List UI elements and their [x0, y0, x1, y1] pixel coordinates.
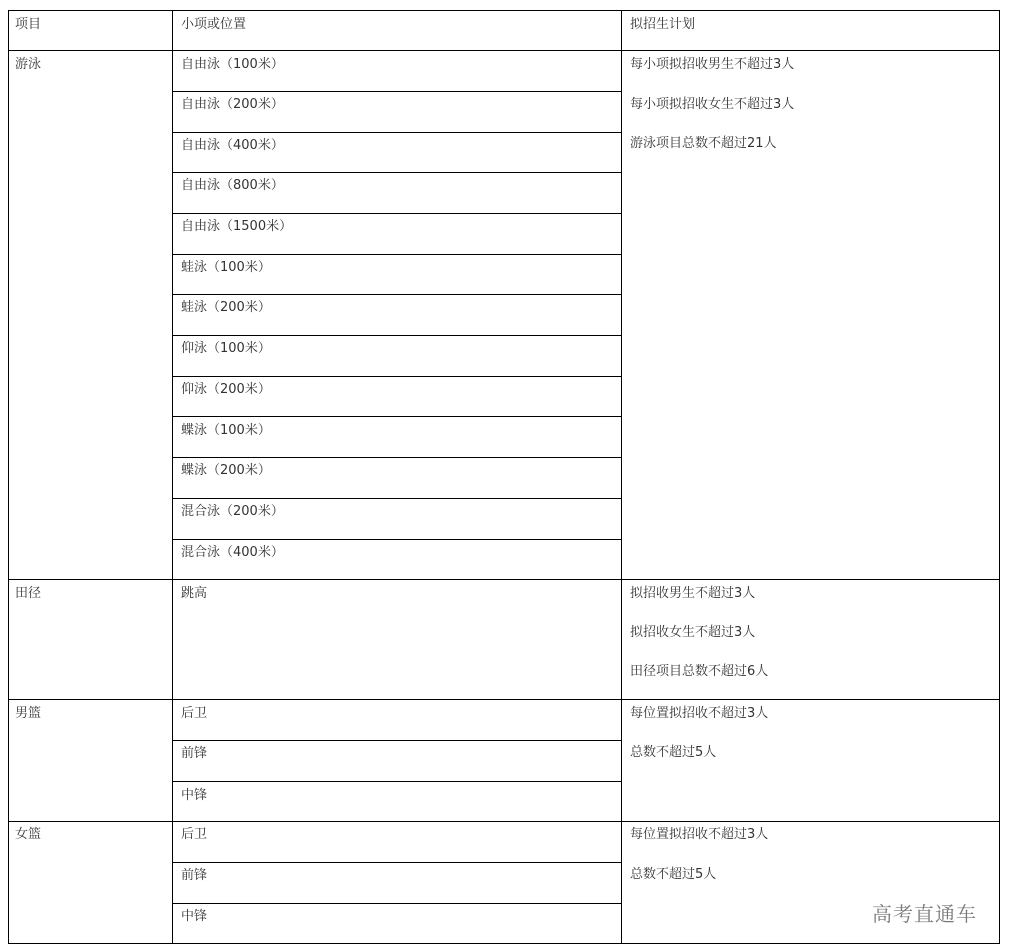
mens-basketball-plan-line: 每位置拟招收不超过3人	[630, 706, 769, 721]
swim-plan-line: 每小项拟招收男生不超过3人	[630, 57, 795, 72]
row-divider	[172, 457, 622, 458]
row-divider	[9, 821, 999, 822]
swim-item: 自由泳（1500米）	[181, 219, 293, 234]
row-divider	[172, 132, 622, 133]
col-divider	[172, 11, 173, 943]
track-plan-line: 拟招收女生不超过3人	[630, 625, 756, 640]
swim-item: 蝶泳（100米）	[181, 423, 271, 438]
row-divider	[9, 579, 999, 580]
swim-item: 混合泳（200米）	[181, 504, 284, 519]
swim-item: 混合泳（400米）	[181, 545, 284, 560]
swim-item: 自由泳（100米）	[181, 57, 284, 72]
row-divider	[172, 91, 622, 92]
mens-basketball-position: 前锋	[181, 746, 208, 761]
category-womens-basketball: 女篮	[15, 827, 42, 842]
row-divider	[9, 50, 999, 51]
row-divider	[172, 539, 622, 540]
row-divider	[172, 903, 622, 904]
enrollment-table	[8, 10, 1000, 944]
swim-item: 蝶泳（200米）	[181, 463, 271, 478]
swim-item: 蛙泳（200米）	[181, 300, 271, 315]
row-divider	[172, 781, 622, 782]
category-track-field: 田径	[15, 586, 42, 601]
row-divider	[172, 376, 622, 377]
swim-plan-line: 游泳项目总数不超过21人	[630, 136, 777, 151]
womens-basketball-plan-line: 总数不超过5人	[630, 867, 717, 882]
swim-item: 仰泳（200米）	[181, 382, 271, 397]
category-mens-basketball: 男篮	[15, 706, 42, 721]
row-divider	[172, 254, 622, 255]
swim-item: 蛙泳（100米）	[181, 260, 271, 275]
mens-basketball-position: 后卫	[181, 706, 208, 721]
swim-item: 仰泳（100米）	[181, 341, 271, 356]
womens-basketball-position: 中锋	[181, 909, 208, 924]
swim-item: 自由泳（400米）	[181, 138, 284, 153]
womens-basketball-plan-line: 每位置拟招收不超过3人	[630, 827, 769, 842]
mens-basketball-position: 中锋	[181, 788, 208, 803]
row-divider	[172, 498, 622, 499]
row-divider	[172, 294, 622, 295]
row-divider	[172, 416, 622, 417]
watermark: 高考直通车	[872, 902, 977, 926]
header-item: 项目	[15, 17, 42, 32]
track-plan-line: 拟招收男生不超过3人	[630, 586, 756, 601]
row-divider	[172, 862, 622, 863]
row-divider	[9, 699, 999, 700]
track-plan-line: 田径项目总数不超过6人	[630, 664, 769, 679]
row-divider	[172, 335, 622, 336]
womens-basketball-position: 后卫	[181, 827, 208, 842]
header-sub-item: 小项或位置	[181, 17, 247, 32]
col-divider	[621, 11, 622, 943]
swim-item: 自由泳（200米）	[181, 97, 284, 112]
category-swimming: 游泳	[15, 57, 42, 72]
mens-basketball-plan-line: 总数不超过5人	[630, 745, 717, 760]
swim-plan-line: 每小项拟招收女生不超过3人	[630, 97, 795, 112]
womens-basketball-position: 前锋	[181, 868, 208, 883]
row-divider	[172, 213, 622, 214]
row-divider	[172, 740, 622, 741]
row-divider	[172, 172, 622, 173]
track-item: 跳高	[181, 586, 208, 601]
header-plan: 拟招生计划	[630, 17, 696, 32]
swim-item: 自由泳（800米）	[181, 178, 284, 193]
